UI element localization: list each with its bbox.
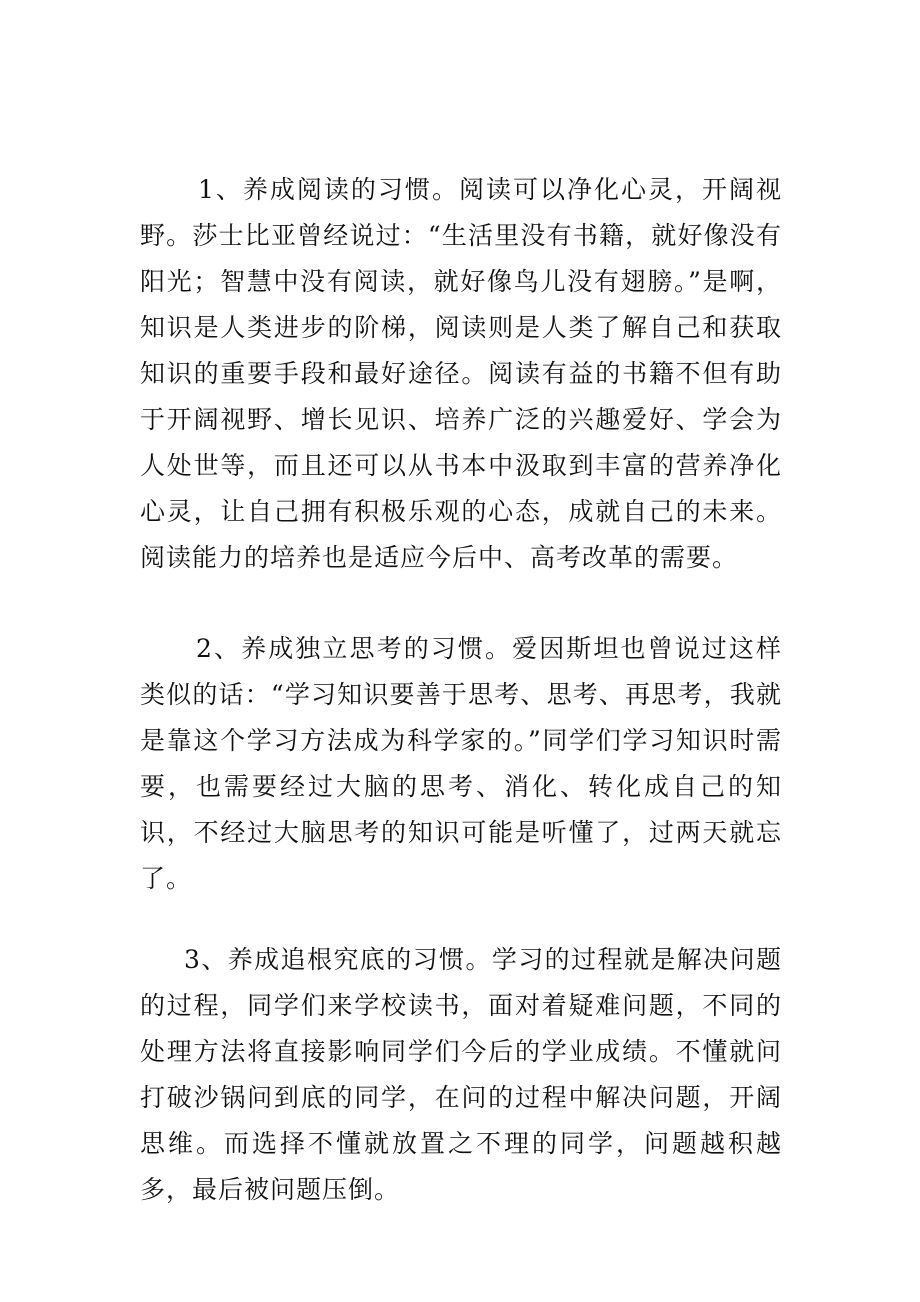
paragraph-reading-habit: 1、养成阅读的习惯。阅读可以净化心灵，开阔视野。莎士比亚曾经说过：“生活里没有书籍，就好像没有阳光；智慧中没有阅读，就好像鸟儿没有翅膀。”是啊，知识是人类进步的阶梯，阅读则是人类了解自己和获取知识的重要手段和最好途径。阅读有益的书籍不但有助于开阔视野、增长见识、培养广泛的兴趣爱好、学会为人处世等，而且还可以从书本中汲取到丰富的营养净化心灵，让自己拥有积极乐观的心态，成就自己的未来。阅读能力的培养也是适应今后中、高考改革的需要。 xyxy=(140,175,782,572)
paragraph-independent-thinking: 2、养成独立思考的习惯。爱因斯坦也曾说过这样类似的话：“学习知识要善于思考、思考、再思考，我就是靠这个学习方法成为科学家的。”同学们学习知识时需要，也需要经过大脑的思考、消化、转化成自己的知识，不经过大脑思考的知识可能是听懂了，过两天就忘了。 xyxy=(140,634,782,893)
paragraph-inquiry-habit: 3、养成追根究底的习惯。学习的过程就是解决问题的过程，同学们来学校读书，面对着疑难问题，不同的处理方法将直接影响同学们今后的学业成绩。不懂就问打破沙锅问到底的同学，在问的过程中解决问题，开阔思维。而选择不懂就放置之不理的同学，问题越积越多，最后被问题压倒。 xyxy=(140,945,782,1204)
